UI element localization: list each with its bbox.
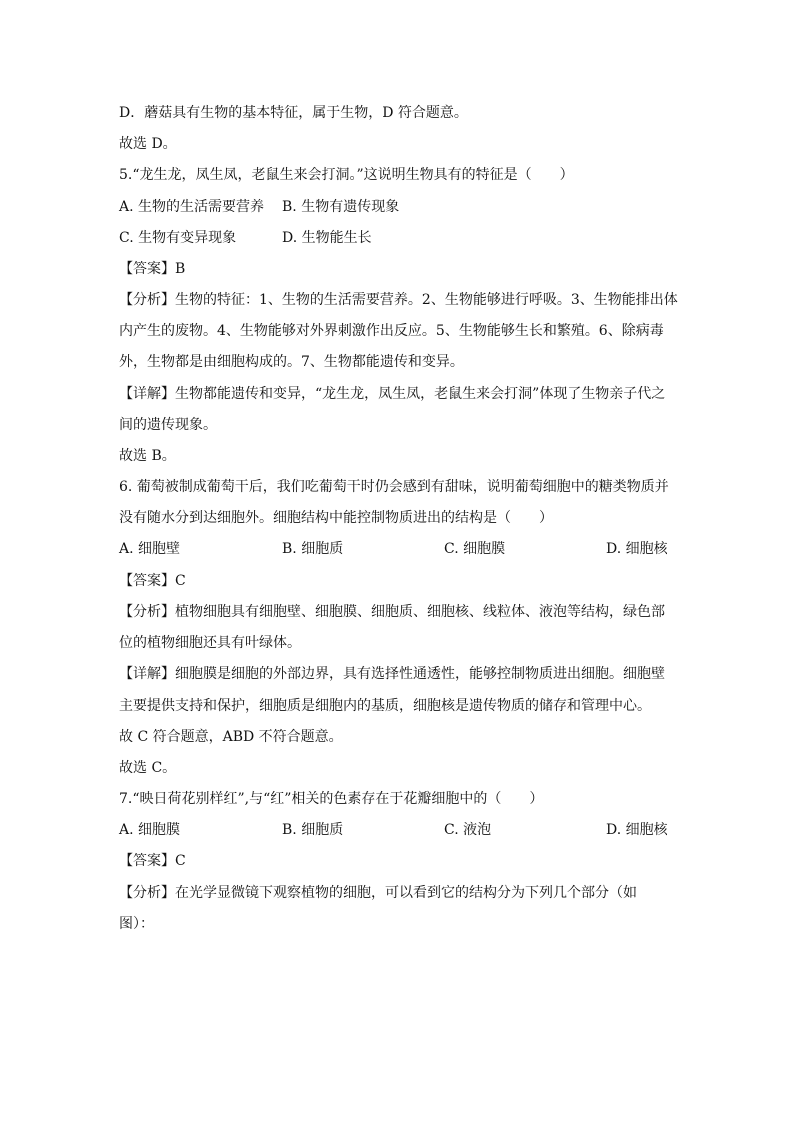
q6-detail-line-1: 【详解】细胞膜是细胞的外部边界，具有选择性通透性，能够控制物质进出细胞。细胞壁 [119, 666, 665, 682]
q6-conclusion: 故选 C。 [119, 760, 177, 776]
q6-answer: 【答案】C [119, 573, 186, 589]
q5-option-d: D. 生物能生长 [282, 230, 372, 246]
q5-answer: 【答案】B [119, 261, 186, 277]
q6-option-c: C. 细胞膜 [444, 541, 506, 557]
q6-option-d: D. 细胞核 [606, 541, 668, 557]
q7-option-a: A. 细胞膜 [119, 822, 181, 838]
q5-stem: 5.“龙生龙，凤生凤，老鼠生来会打洞。”这说明生物具有的特征是（ ） [119, 167, 574, 183]
q5-analysis-line-1: 【分析】生物的特征：1、生物的生活需要营养。2、生物能够进行呼吸。3、生物能排出体 [119, 292, 678, 308]
q7-stem: 7.“映日荷花别样红”,与“红”相关的色素存在于花瓣细胞中的（ ） [119, 791, 544, 807]
q5-option-c: C. 生物有变异现象 [119, 230, 237, 246]
q5-analysis-line-3: 外，生物都是由细胞构成的。7、生物都能遗传和变异。 [119, 354, 464, 370]
q6-detail-line-2: 主要提供支持和保护，细胞质是细胞内的基质，细胞核是遗传物质的储存和管理中心。 [119, 698, 651, 714]
q5-conclusion: 故选 B。 [119, 448, 176, 464]
q7-option-b: B. 细胞质 [282, 822, 344, 838]
q7-option-c: C. 液泡 [444, 822, 492, 838]
q7-analysis-line-2: 图）： [119, 916, 154, 932]
q7-analysis-line-1: 【分析】在光学显微镜下观察植物的细胞，可以看到它的结构分为下列几个部分（如 [119, 885, 637, 901]
q6-stem-line-1: 6. 葡萄被制成葡萄干后，我们吃葡萄干时仍会感到有甜味，说明葡萄细胞中的糖类物质并 [119, 479, 669, 495]
q6-detail-line-3: 故 C 符合题意，ABD 不符合题意。 [119, 729, 343, 745]
q6-option-b: B. 细胞质 [282, 541, 344, 557]
q6-analysis-line-2: 位的植物细胞还具有叶绿体。 [119, 635, 301, 651]
q6-stem-line-2: 没有随水分到达细胞外。细胞结构中能控制物质进出的结构是（ ） [119, 510, 553, 526]
q6-analysis-line-1: 【分析】植物细胞具有细胞壁、细胞膜、细胞质、细胞核、线粒体、液泡等结构，绿色部 [119, 604, 665, 620]
q5-detail-line-2: 间的遗传现象。 [119, 417, 217, 433]
q4-conclusion: 故选 D。 [119, 136, 177, 152]
q4-option-d-explanation: D．蘑菇具有生物的基本特征，属于生物，D 符合题意。 [119, 105, 468, 121]
q7-option-d: D. 细胞核 [606, 822, 668, 838]
q5-option-a: A. 生物的生活需要营养 [119, 199, 265, 215]
q7-answer: 【答案】C [119, 853, 186, 869]
q6-option-a: A. 细胞壁 [119, 541, 181, 557]
q5-analysis-line-2: 内产生的废物。4、生物能够对外界刺激作出反应。5、生物能够生长和繁殖。6、除病毒 [119, 323, 664, 339]
q5-detail-line-1: 【详解】生物都能遗传和变异，“龙生龙，凤生凤，老鼠生来会打洞”体现了生物亲子代之 [119, 386, 666, 402]
q5-option-b: B. 生物有遗传现象 [282, 199, 400, 215]
